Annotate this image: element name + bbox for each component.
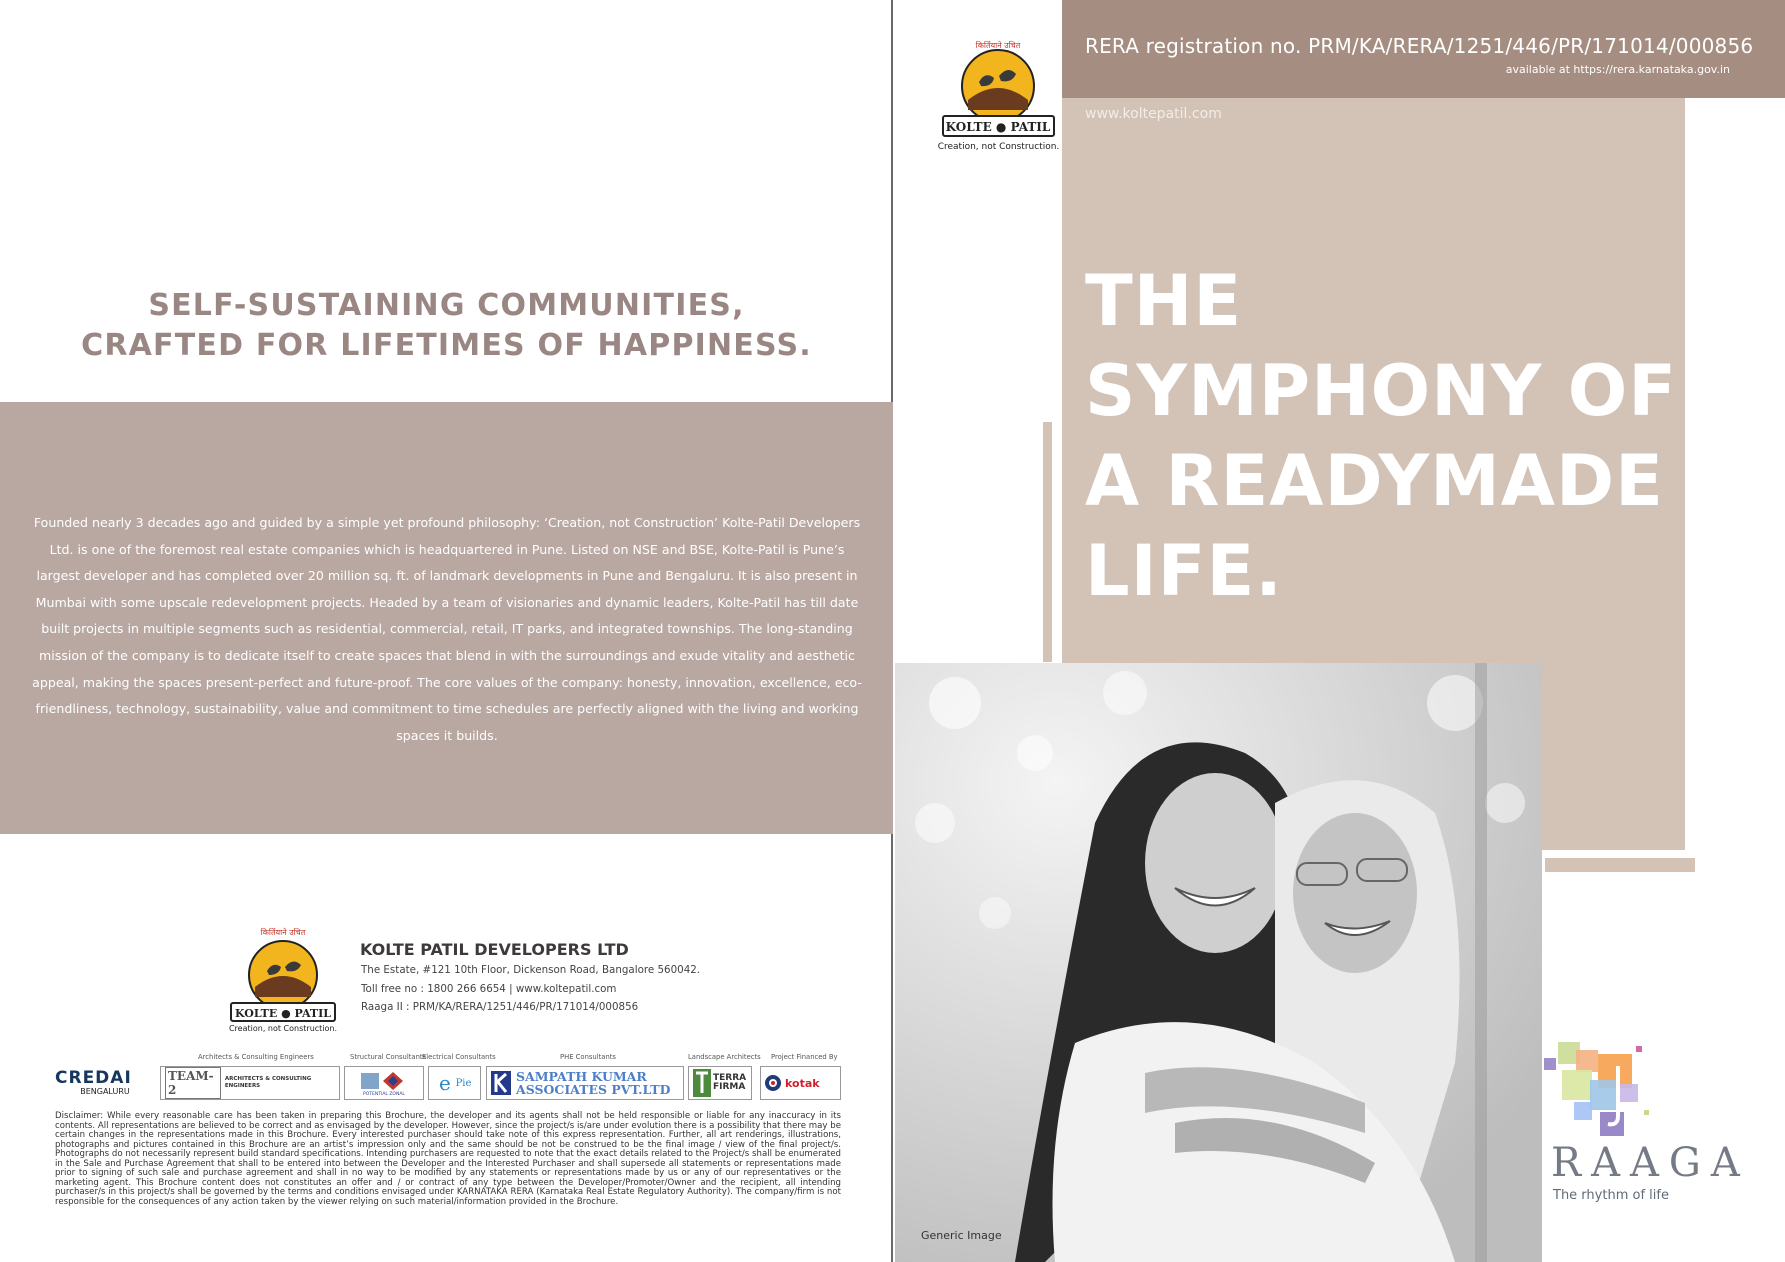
headline-line-3: A READYMADE: [1085, 440, 1664, 522]
generic-photo: [895, 663, 1542, 1262]
partner-terra-firma: [688, 1066, 752, 1100]
svg-text:e: e: [438, 1072, 451, 1094]
raaga-logo-icon: [1540, 1040, 1655, 1140]
partner-team2: [160, 1066, 340, 1100]
rera-registration: RERA registration no. PRM/KA/RERA/1251/446/PR/171014/000856: [1085, 34, 1754, 58]
logo-brand: KOLTE ● PATIL: [235, 1007, 331, 1020]
company-address: The Estate, #121 10th Floor, Dickenson Road, Bangalore 560042.: [361, 964, 701, 976]
accent-horizontal-bar: [1545, 858, 1695, 872]
partner-structural: [344, 1066, 424, 1100]
sampath-logo-icon: [490, 1069, 512, 1097]
top-logo-brand: KOLTE ● PATIL: [945, 120, 1051, 134]
kolte-patil-logo: [225, 925, 341, 1033]
partner-electrical: [428, 1066, 481, 1100]
headline-line-4: LIFE.: [1085, 530, 1283, 612]
kotak-logo-icon: [764, 1074, 782, 1092]
kolte-patil-top-logo: [935, 0, 1062, 142]
photo-caption: Generic Image: [921, 1229, 1002, 1242]
tagline-line-1: SELF-SUSTAINING COMMUNITIES,: [148, 288, 745, 323]
top-logo-box: [935, 0, 1062, 160]
rera-availability: available at https://rera.karnataka.gov.in: [1505, 63, 1730, 76]
company-name: KOLTE PATIL DEVELOPERS LTD: [360, 940, 629, 959]
top-logo-tagline: Creation, not Construction.: [937, 142, 1060, 152]
company-tollfree: Toll free no : 1800 266 6654 | www.koltepatil.com: [361, 983, 617, 995]
credai-main-text: CREDAI: [55, 1068, 132, 1088]
disclaimer-text: Disclaimer: While every reasonable care has been taken in preparing this Brochure, the developer and its agents shall not be held responsible or liable for any inaccuracy in its contents. All representations are believed to be correct and as envisaged by the developer. However, since the project/s is/are under evolution there is a possibility that there may be certain changes in the representations made in this Brochure. Every interested purchaser should take note of this express representation. Further, all art renderings, illustrations, photographs and pictures contained in this Brochure are an artist’s impression only and the same should be not be construed to be the final image / view of the final project/s. Photographs do not necessarily represent build standard specifications. Intending purchasers are requested to note that the exact details related to the Project/s shall be enumerated in the Sale and Purchase Agreement that shall to be entered into between the Developer and the Interested Purchaser and shall supersede all statements or representations made prior to signing of such sale and purchase agreement and shall in no way to be modified by any statements or representations made by us or any of our representatives or the marketing agent. This Brochure content does not constitutes an offer and / or contract of any type between the Developer/Promoter/Owner and the recipient, all intending purchaser/s in this project/s shall be governed by the terms and conditions envisaged under KARNATAKA RERA (Karnataka Real Estate Regulatory Authority). The company/firm is not responsible for the consequences of any action taken by the viewer relying on such material/information provided in the Brochure.: [55, 1111, 841, 1207]
accent-vertical-bar: [1043, 422, 1052, 662]
tagline-line-2: CRAFTED FOR LIFETIMES OF HAPPINESS.: [81, 328, 812, 363]
terra-firma-icon: [693, 1069, 711, 1097]
terra-firma-name: TERRA FIRMA: [713, 1073, 747, 1092]
logo-tagline: Creation, not Construction.: [228, 1024, 338, 1033]
label-phe: PHE Consultants: [560, 1053, 616, 1061]
about-paragraph: Founded nearly 3 decades ago and guided by a simple yet profound philosophy: ‘Creation, not Construction’ Kolte-Patil Developers Ltd. is one of the foremost real estate companies which is headquartered in Pune. Listed on NSE and BSE, Kolte-Patil is Pune’s largest developer and has completed over 20 million sq. ft. of landmark developments in Pune and Bengaluru. It is also present in Mumbai with some upscale redevelopment projects. Headed by a team of visionaries and dynamic leaders, Kolte-Patil has till date built projects in multiple segments such as residential, commercial, retail, IT parks, and integrated townships. The long-standing mission of the company is to dedicate itself to create spaces that blend in with the surroundings and exude vitality and aesthetic appeal, making the spaces present-perfect and future-proof. The core values of the company: honesty, innovation, excellence, eco-friendliness, technology, sustainability, value and commitment to time schedules are perfectly aligned with the living and working spaces it builds.: [32, 515, 862, 743]
logo-top-text: किर्तियाने उचित: [260, 928, 306, 937]
raaga-tagline: The rhythm of life: [1553, 1188, 1669, 1203]
website-link[interactable]: www.koltepatil.com: [1085, 106, 1222, 122]
electrical-name: Pie: [455, 1077, 472, 1089]
structural-name: POTENTIAL ZONAL: [363, 1091, 405, 1097]
raaga-wordmark: RAAGA: [1551, 1140, 1750, 1186]
company-rera: Raaga II : PRM/KA/RERA/1251/446/PR/171014/000856: [361, 1001, 639, 1013]
kotak-name: kotak: [785, 1076, 820, 1090]
headline-line-2: SYMPHONY OF: [1085, 350, 1678, 432]
label-landscape: Landscape Architects: [688, 1053, 761, 1061]
sampath-name: SAMPATH KUMAR ASSOCIATES PVT.LTD: [516, 1069, 671, 1097]
team2-name: TEAM-2: [165, 1067, 221, 1099]
partner-kotak: [760, 1066, 841, 1100]
team2-text: ARCHITECTS & CONSULTING ENGINEERS: [224, 1076, 312, 1089]
partner-sampath: [486, 1066, 684, 1100]
right-page: [895, 0, 1785, 1262]
structural-logo-icon: [359, 1070, 409, 1092]
electrical-logo-icon: [438, 1072, 456, 1094]
label-electrical: Electrical Consultants: [422, 1053, 496, 1061]
label-finance: Project Financed By: [771, 1053, 838, 1061]
label-architects: Architects & Consulting Engineers: [198, 1053, 314, 1061]
credai-logo: [55, 1068, 155, 1096]
headline-line-1: THE: [1085, 260, 1243, 342]
credai-sub-text: BENGALURU: [80, 1087, 130, 1096]
label-structural: Structural Consultants: [350, 1053, 427, 1061]
top-logo-text: किर्तियाने उचित: [975, 41, 1021, 50]
